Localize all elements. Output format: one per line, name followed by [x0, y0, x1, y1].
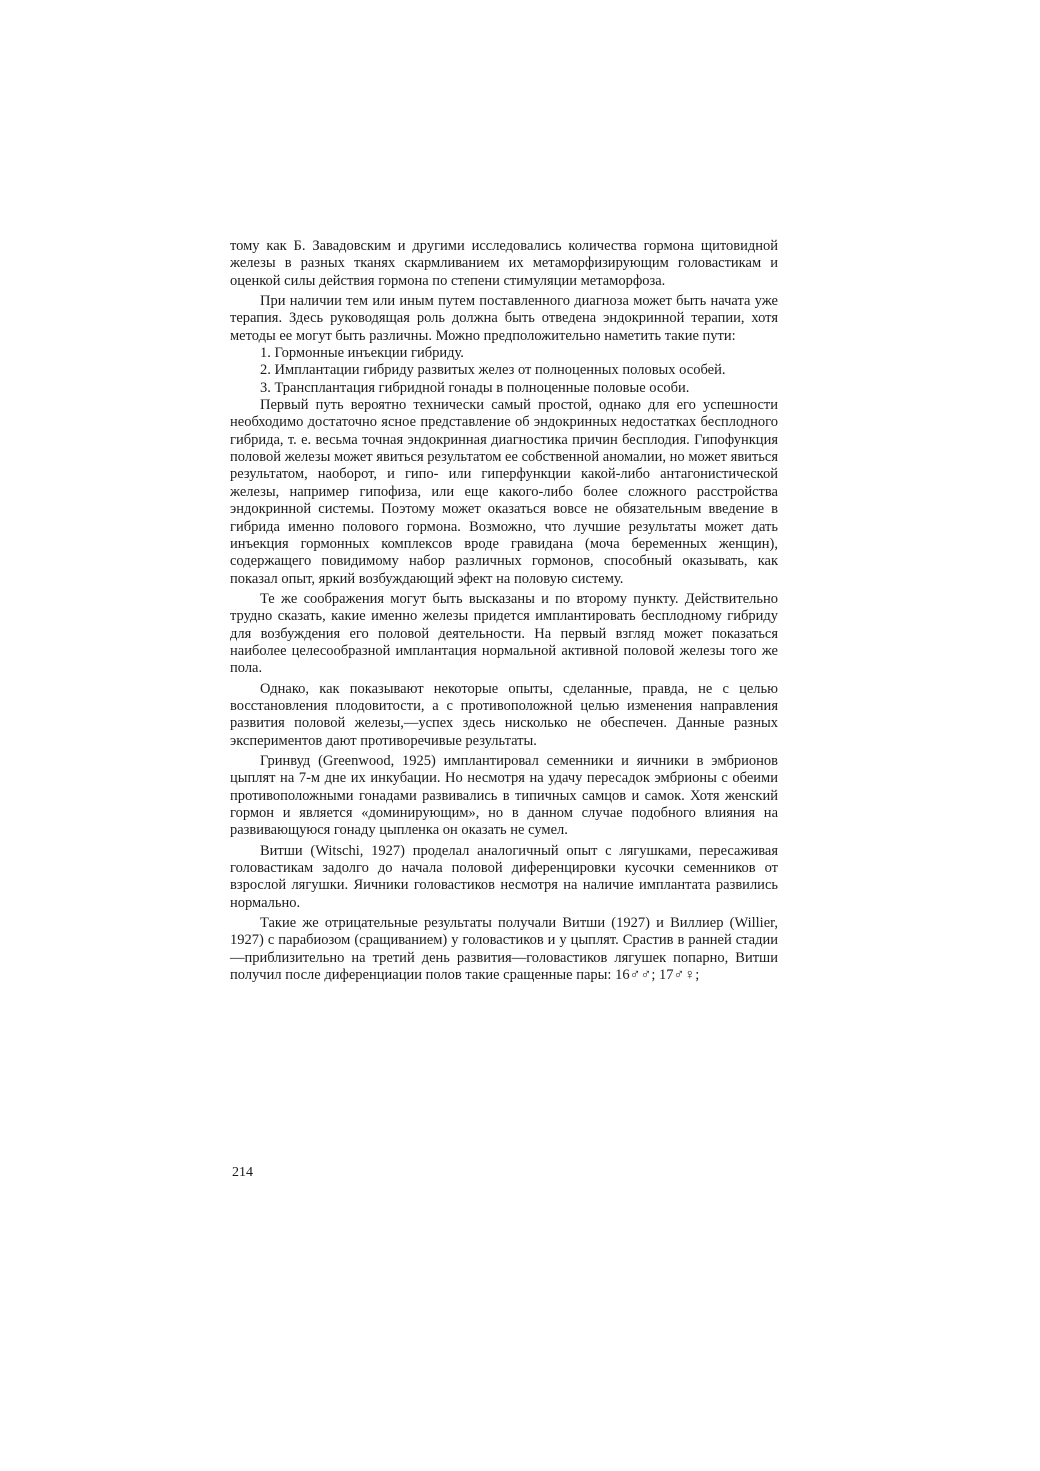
list-item-1: 1. Гормонные инъекции гибриду. — [260, 345, 464, 362]
paragraph-2: При наличии тем или иным путем поставленного диагноза может быть начата уже терапия. Здесь руководящая роль должна быть отведена эндокринной терапии, хотя методы ее могут быть различны. Можно предположительно наметить такие пути: — [230, 293, 778, 344]
paragraph-5: Однако, как показывают некоторые опыты, сделанные, правда, не с целью восстановления плодовитости, а с противоположной целью изменения направления развития половой железы,—успех здесь нисколько не обеспечен. Данные разных экспериментов дают противоречивые результаты. — [230, 680, 778, 749]
paragraph-8: Такие же отрицательные результаты получали Витши (1927) и Виллиер (Willier, 1927) с парабиозом (сращиванием) у головастиков и у цыплят. Срастив в ранней стадии—приблизительно на третий день развития—головастиков лягушек попарно, Витши получил после диференциации полов такие сращенные пары: 16♂♂; 17♂♀; — [230, 915, 778, 984]
paragraph-7: Витши (Witschi, 1927) проделал аналогичный опыт с лягушками, пересаживая головастикам задолго до начала половой диференцировки кусочки семенников от взрослой лягушки. Яичники головастиков несмотря на наличие имплантата развились нормально. — [230, 842, 778, 911]
page-body — [230, 238, 778, 984]
paragraph-6: Гринвуд (Greenwood, 1925) имплантировал семенники и яичники в эмбрионов цыплят на 7-м дне их инкубации. Но несмотря на удачу пересадок эмбрионы с обеими противоположными гонадами развивались в типичных самцов и самок. Хотя женский гормон и является «доминирующим», но в данном случае подобного влияния на развивающуюся гонаду цыпленка он оказать не сумел. — [230, 752, 778, 839]
paragraph-3: Первый путь вероятно технически самый простой, однако для его успешности необходимо достаточно ясное представление об эндокринных недостатках бесплодного гибрида, т. е. весьма точная эндокринная диагностика причин бесплодия. Гипофункция половой железы может явиться результатом ее собственной аномалии, но может явиться результатом, наоборот, и гипо- или гиперфункции какой-либо антагонистической железы, например гипофиза, или еще какого-либо более сложного расстройства эндокринной системы. Поэтому может оказаться вовсе не обязательным введение в гибрида именно полового гормона. Возможно, что лучшие результаты может дать инъекция гормонных комплексов вроде гравидана (моча беременных женщин), содержащего повидимому набор различных гормонов, способный оказывать, как показал опыт, яркий возбуждающий эфект на половую систему. — [230, 397, 778, 587]
paragraph-4: Те же соображения могут быть высказаны и по второму пункту. Действительно трудно сказать, какие именно железы придется имплантировать бесплодному гибриду для возбуждения его половой деятельности. На первый взгляд может показаться наиболее целесообразной имплантация нормальной активной половой железы того же пола. — [230, 590, 778, 677]
list-item-3: 3. Трансплантация гибридной гонады в полноценные половые особи. — [260, 379, 690, 396]
list-item-2: 2. Имплантации гибриду развитых желез от полноценных половых особей. — [260, 362, 726, 379]
page-number: 214 — [232, 1165, 253, 1180]
paragraph-1: тому как Б. Завадовским и другими исследовались количества гормона щитовидной железы в разных тканях скармливанием их метаморфизирующим головастикам и оценкой силы действия гормона по степени стимуляции метаморфоза. — [230, 238, 778, 289]
